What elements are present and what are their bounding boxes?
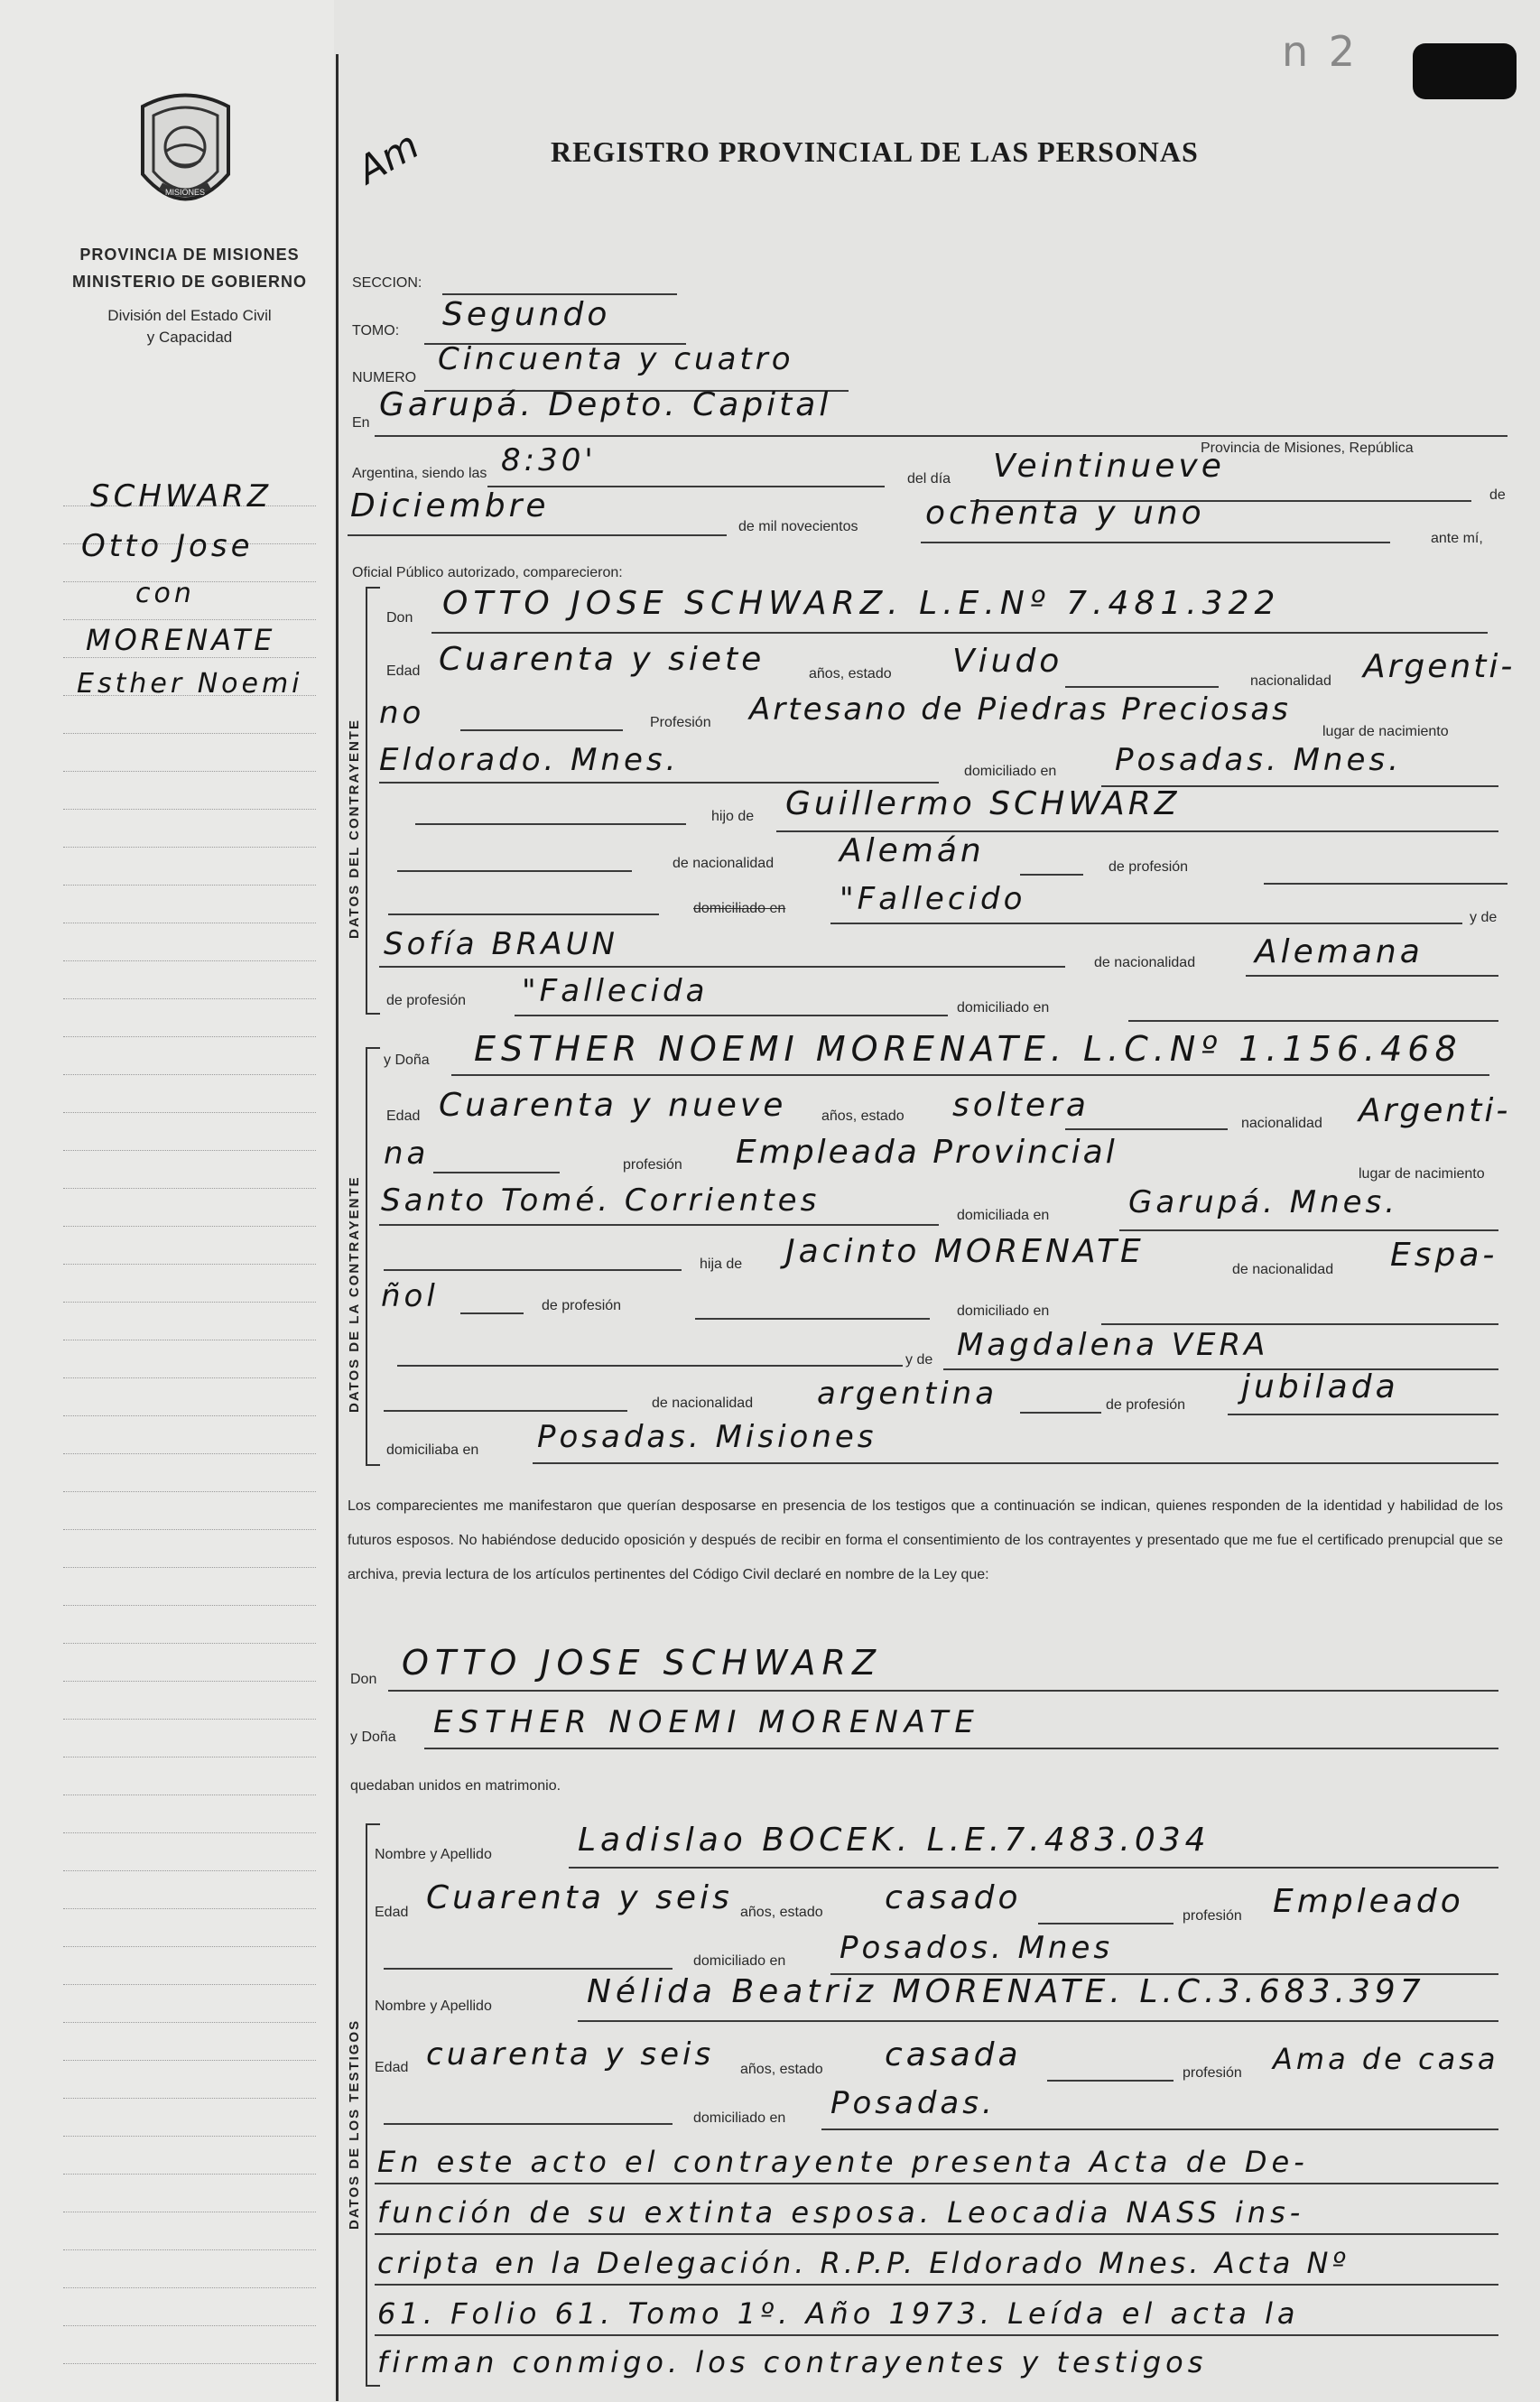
margin-note-line-5: Esther Noemi	[77, 668, 303, 700]
hijo-de-label: hijo de	[711, 809, 755, 824]
padre-prof-2-line	[695, 1318, 930, 1320]
margin-rule	[63, 847, 316, 848]
y-de-1-label: y de	[1470, 910, 1498, 925]
testigo-1-nombre-label: Nombre y Apellido	[375, 1847, 492, 1862]
testigo-1-dom-value: Posados. Mnes	[840, 1930, 1114, 1966]
margin-rule	[63, 1453, 316, 1454]
lugar-nac-2-label: lugar de nacimiento	[1359, 1166, 1485, 1182]
testigo-2-dom-pre-line	[384, 2123, 673, 2125]
contrayente-bracket	[366, 587, 380, 1015]
dona-final-value: ESTHER NOEMI MORENATE	[433, 1704, 980, 1740]
margin-rule	[63, 1302, 316, 1303]
domiciliado-1b-label: domiciliado en	[957, 1000, 1050, 1016]
madre-nac-1-label: de nacionalidad	[1094, 955, 1196, 970]
madre-prof-1-value: "Fallecida	[522, 973, 709, 1009]
nacionalidad-1-label: nacionalidad	[1250, 673, 1331, 689]
nacionalidad-1b-value: no	[379, 695, 425, 731]
margin-rule	[63, 1188, 316, 1189]
margin-rule	[63, 1870, 316, 1871]
dona-final-line	[424, 1748, 1498, 1749]
margin-rule	[63, 1946, 316, 1947]
testigo-2-nombre-line	[578, 2020, 1498, 2022]
nacionalidad-1a-value: Argenti-	[1363, 648, 1516, 685]
padre-2-value: Jacinto MORENATE	[785, 1233, 1145, 1270]
edad-2-value: Cuarenta y nueve	[439, 1087, 787, 1124]
padre-dom-1-value: "Fallecido	[840, 881, 1026, 917]
madre-prof-2-line	[1228, 1414, 1498, 1415]
margin-note-line-1: SCHWARZ	[90, 478, 272, 515]
del-dia-label: del día	[907, 471, 951, 487]
madre-2-value: Magdalena VERA	[957, 1327, 1269, 1363]
anio-value: ochenta y uno	[925, 495, 1205, 532]
don-final-line	[388, 1690, 1498, 1692]
nota-rule-2	[375, 2233, 1498, 2235]
nacionalidad-2a-value: Argenti-	[1359, 1092, 1511, 1129]
mes-value: Diciembre	[350, 487, 550, 524]
testigo-2-estado-value: casada	[885, 2036, 1022, 2073]
de-profesion-3-label: de profesión	[542, 1298, 622, 1313]
column-divider	[336, 54, 339, 2401]
ministry-name: MINISTERIO DE GOBIERNO	[71, 273, 308, 291]
profesion-1-value: Artesano de Piedras Preciosas	[749, 691, 1291, 728]
margin-rule	[63, 1074, 316, 1075]
numero-label: NUMERO	[352, 370, 417, 385]
lugar-nac-1-label: lugar de nacimiento	[1322, 724, 1449, 739]
nota-rule-3	[375, 2284, 1498, 2286]
margin-rule	[63, 1681, 316, 1682]
don-line	[431, 632, 1488, 634]
tomo-label: TOMO:	[352, 323, 400, 339]
don-final-label: Don	[350, 1672, 377, 1687]
hora-value: 8:30'	[501, 442, 597, 478]
testigo-2-dom-value: Posadas.	[830, 2085, 996, 2121]
redaction-mark	[1413, 43, 1517, 99]
madre-dom-2-line	[533, 1462, 1498, 1464]
testigo-2-estado-line	[1047, 2080, 1174, 2082]
padre-nac-2b-line	[460, 1312, 524, 1314]
anio-line	[921, 542, 1390, 543]
de-nacionalidad-1-label: de nacionalidad	[673, 856, 775, 871]
testigo-1-estado-line	[1038, 1923, 1174, 1924]
hijo-1-pre-line	[415, 823, 686, 825]
margin-rule	[63, 1567, 316, 1568]
datos-testigos-label: DATOS DE LOS TESTIGOS	[347, 2018, 362, 2230]
testigo-1-nombre-value: Ladislao BOCEK. L.E.7.483.034	[578, 1822, 1211, 1859]
nacionalidad-2-label: nacionalidad	[1241, 1116, 1322, 1131]
madre-2-line	[943, 1368, 1498, 1370]
testigo-2-edad-label: Edad	[375, 2060, 409, 2075]
page-number: n 2	[1282, 27, 1359, 76]
padre-nac-2-label: de nacionalidad	[1232, 1262, 1334, 1277]
provincia-label: Provincia de Misiones, República	[1201, 441, 1414, 456]
seal-label: MISIONES	[164, 188, 206, 197]
madre-nac-1-value: Alemana	[1255, 933, 1424, 970]
madre-1-line	[379, 966, 1065, 968]
padre-dom-1-line	[830, 923, 1462, 924]
nacionalidad-1b-line	[460, 729, 623, 731]
padre-nac-2b-value: ñol	[381, 1278, 439, 1314]
dona-final-label: y Doña	[350, 1730, 396, 1745]
margin-rule	[63, 2287, 316, 2288]
margin-rule	[63, 1112, 316, 1113]
testigo-1-edad-label: Edad	[375, 1905, 409, 1920]
margin-note-line-4: MORENATE	[86, 623, 276, 657]
seccion-label: SECCION:	[352, 275, 422, 291]
estado-2-value: soltera	[952, 1087, 1090, 1124]
margin-rule	[63, 657, 316, 658]
padre-nac-2a-value: Espa-	[1390, 1237, 1498, 1274]
testigo-2-profesion-label: profesión	[1183, 2065, 1242, 2081]
profesion-2-value: Empleada Provincial	[736, 1134, 1118, 1171]
margin-rule	[63, 1984, 316, 1985]
lugar-nac-2-line	[379, 1224, 939, 1226]
quedaban-label: quedaban unidos en matrimonio.	[350, 1778, 561, 1794]
lugar-nac-1-value: Eldorado. Mnes.	[379, 742, 680, 778]
margin-rule	[63, 1150, 316, 1151]
madre-nac-1-line	[1246, 975, 1498, 977]
y-dona-label: y Doña	[384, 1053, 430, 1068]
mil-novecientos-label: de mil novecientos	[738, 519, 858, 534]
margin-rule	[63, 1036, 316, 1037]
domiciliaba-label: domiciliaba en	[386, 1442, 479, 1458]
margin-rule	[63, 809, 316, 810]
padre-nac-1-pre-line	[397, 870, 632, 872]
margin-note-line-2: Otto Jose	[81, 528, 254, 564]
profesion-2-label: profesión	[623, 1157, 682, 1173]
en-label: En	[352, 415, 370, 431]
edad-2-label: Edad	[386, 1108, 421, 1124]
testigo-2-edad-value: cuarenta y seis	[426, 2036, 715, 2073]
domiciliado-1-label: domiciliado en	[964, 764, 1057, 779]
datos-contrayente-label: DATOS DEL CONTRAYENTE	[347, 719, 362, 939]
lugar-nac-2-value: Santo Tomé. Corrientes	[381, 1182, 821, 1219]
ante-mi-label: ante mí,	[1431, 531, 1483, 546]
margin-rule	[63, 960, 316, 961]
don-nombre-value: OTTO JOSE SCHWARZ. L.E.Nº 7.481.322	[442, 585, 1281, 622]
margin-rule	[63, 1529, 316, 1530]
padre-nac-1-value: Alemán	[840, 832, 985, 869]
margin-rule	[63, 1415, 316, 1416]
tomo-value: Segundo	[442, 296, 611, 333]
testigo-2-nombre-label: Nombre y Apellido	[375, 1999, 492, 2014]
nota-rule-4	[375, 2334, 1498, 2336]
don-final-value: OTTO JOSE SCHWARZ	[402, 1643, 882, 1683]
estado-1-value: Viudo	[952, 643, 1063, 680]
mes-line	[348, 534, 727, 536]
en-value: Garupá. Depto. Capital	[379, 386, 832, 423]
margin-rule	[63, 733, 316, 734]
testigo-2-anos-label: años, estado	[740, 2062, 823, 2077]
margin-rule	[63, 2249, 316, 2250]
document-title: REGISTRO PROVINCIAL DE LAS PERSONAS	[551, 135, 1199, 168]
argentina-label: Argentina, siendo las	[352, 466, 487, 481]
margin-rule	[63, 1908, 316, 1909]
testigo-1-dom-label: domiciliado en	[693, 1953, 786, 1969]
madre-nac-2-label: de nacionalidad	[652, 1396, 754, 1411]
padre-prof-1-line	[1264, 883, 1508, 885]
margin-rule	[63, 1605, 316, 1606]
provincial-seal-icon	[125, 88, 246, 224]
testigo-1-nombre-line	[569, 1867, 1498, 1869]
padre-1-value: Guillermo SCHWARZ	[785, 785, 1181, 822]
dona-nombre-value: ESTHER NOEMI MORENATE. L.C.Nº 1.156.468	[474, 1029, 1462, 1069]
margin-rule	[63, 1491, 316, 1492]
margin-rule	[63, 1643, 316, 1644]
margin-rule	[63, 1832, 316, 1833]
margin-rule	[63, 1264, 316, 1265]
margin-note-line-3: con	[135, 578, 195, 609]
dia-value: Veintinueve	[993, 448, 1225, 485]
initials-mark: Am	[349, 122, 427, 193]
estado-2-line	[1065, 1128, 1228, 1130]
en-line	[375, 435, 1508, 437]
domiciliado-struck-label: domiciliado en	[693, 901, 786, 916]
hija-de-label: hija de	[700, 1257, 743, 1272]
de-profesion-4-label: de profesión	[1106, 1397, 1186, 1413]
dona-line	[451, 1074, 1489, 1076]
left-margin-column	[0, 0, 334, 2402]
datos-contrayente-2-label: DATOS DE LA CONTRAYENTE	[347, 1175, 362, 1413]
hija-pre-line	[384, 1269, 682, 1271]
seccion-line	[442, 293, 677, 295]
madre-nac-2-line	[1020, 1412, 1101, 1414]
contrayente-2-bracket	[366, 1047, 380, 1466]
testigo-1-edad-value: Cuarenta y seis	[426, 1879, 733, 1916]
y-de-2-label: y de	[905, 1352, 933, 1368]
division-line-1: División del Estado Civil	[107, 307, 272, 324]
margin-rule	[63, 998, 316, 999]
madre-nac-2-value: argentina	[817, 1376, 998, 1412]
madre-prof-2-value: jubilada	[1241, 1368, 1399, 1405]
margin-rule	[63, 619, 316, 620]
padre-dom-1-pre-line	[388, 914, 659, 915]
madre-2-pre-line	[397, 1365, 903, 1367]
don-label: Don	[386, 610, 413, 626]
margin-rule	[63, 2022, 316, 2023]
testigo-1-anos-label: años, estado	[740, 1905, 823, 1920]
declaration-paragraph: Los comparecientes me manifestaron que querían desposarse en presencia de los testigos que a continuación se indican, quienes responden de la identidad y habilidad de los futuros esposos. No habiéndose deducido oposición y después de recibir en forma el consentimiento de los contrayentes y presentado que me fue el certificado prenupcial que se archiva, previa lectura de los artículos pertinentes del Código Civil declaré en nombre de la Ley que:	[348, 1498, 1503, 1582]
testigo-2-dom-label: domiciliado en	[693, 2110, 786, 2126]
margin-rule	[63, 771, 316, 772]
margin-rule	[63, 2174, 316, 2175]
anos-estado-1-label: años, estado	[809, 666, 892, 682]
de-profesion-2-label: de profesión	[386, 993, 467, 1008]
testigo-1-profesion-label: profesión	[1183, 1908, 1242, 1924]
testigo-1-estado-value: casado	[885, 1879, 1022, 1916]
domiciliado-2-label: domiciliado en	[957, 1303, 1050, 1319]
margin-rule	[63, 2136, 316, 2137]
madre-dom-2-value: Posadas. Misiones	[537, 1419, 877, 1455]
lugar-nac-1-line	[379, 782, 939, 784]
nacionalidad-2b-value: na	[384, 1136, 430, 1172]
oficial-label: Oficial Público autorizado, comparecieron:	[352, 565, 623, 580]
madre-dom-1-line	[1128, 1020, 1498, 1022]
de-label: de	[1489, 487, 1506, 503]
nota-line-2: función de su extinta esposa. Leocadia NASS ins-	[377, 2195, 1305, 2230]
nota-line-5: firman conmigo. los contrayentes y testigos	[377, 2345, 1208, 2379]
padre-nac-1-line	[1020, 874, 1083, 876]
testigo-2-nombre-value: Nélida Beatriz MORENATE. L.C.3.683.397	[587, 1973, 1425, 2010]
testigo-2-prof-value: Ama de casa	[1273, 2042, 1499, 2076]
domiciliada-label: domiciliada en	[957, 1208, 1050, 1223]
division-line-2: y Capacidad	[146, 329, 233, 346]
nota-line-3: cripta en la Delegación. R.P.P. Eldorado Mnes. Acta Nº	[377, 2246, 1350, 2280]
margin-rule	[63, 2325, 316, 2326]
madre-prof-1-line	[515, 1015, 948, 1016]
testigo-2-dom-line	[821, 2128, 1498, 2130]
margin-rule	[63, 1719, 316, 1720]
margin-rule	[63, 2060, 316, 2061]
de-profesion-1-label: de profesión	[1109, 859, 1189, 875]
testigo-1-dom-pre-line	[384, 1968, 673, 1970]
nacionalidad-2b-line	[433, 1172, 560, 1173]
profesion-1-label: Profesión	[650, 715, 711, 730]
nota-line-4: 61. Folio 61. Tomo 1º. Año 1973. Leída el acta la	[377, 2296, 1300, 2331]
edad-1-label: Edad	[386, 663, 421, 679]
domicilio-2-value: Garupá. Mnes.	[1128, 1184, 1399, 1220]
nota-line-1: En este acto el contrayente presenta Acta de De-	[377, 2145, 1309, 2179]
anos-estado-2-label: años, estado	[821, 1108, 905, 1124]
numero-value: Cincuenta y cuatro	[438, 341, 794, 377]
province-name: PROVINCIA DE MISIONES	[79, 246, 300, 264]
margin-rule	[63, 2098, 316, 2099]
domicilio-2-line	[1119, 1229, 1498, 1231]
margin-rule	[63, 1377, 316, 1378]
estado-1-line	[1065, 686, 1219, 688]
margin-rule	[63, 885, 316, 886]
edad-1-value: Cuarenta y siete	[439, 641, 765, 678]
margin-rule	[63, 1226, 316, 1227]
padre-dom-2-line	[1101, 1323, 1498, 1325]
madre-1-value: Sofía BRAUN	[384, 926, 618, 962]
margin-rule	[63, 2363, 316, 2364]
madre-nac-2-pre-line	[384, 1410, 627, 1412]
testigo-1-prof-value: Empleado	[1273, 1883, 1464, 1920]
nota-rule-1	[375, 2183, 1498, 2184]
domicilio-1-value: Posadas. Mnes.	[1115, 742, 1402, 778]
